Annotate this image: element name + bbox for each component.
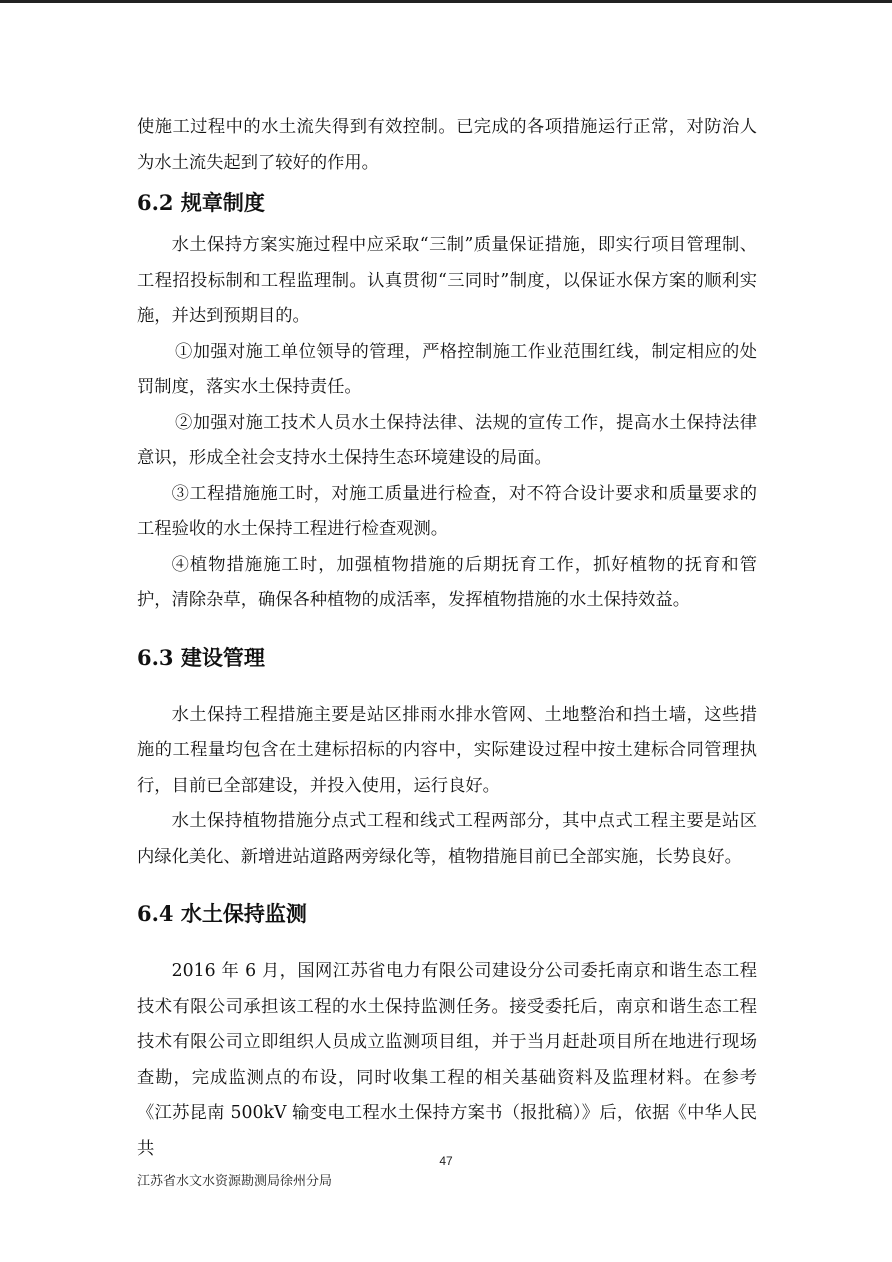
section-6-2-intro: 水土保持方案实施过程中应采取“三制”质量保证措施，即实行项目管理制、工程招投标制和工程监理制。认真贯彻“三同时”制度，以保证水保方案的顺利实施，并达到预期目的。 xyxy=(137,235,757,326)
document-body xyxy=(137,110,757,1167)
page-number: 47 xyxy=(439,1154,453,1168)
section-heading-6-4: 6.4 水土保持监测 xyxy=(137,901,307,926)
section-6-2-item-1: ①加强对施工单位领导的管理，严格控制施工作业范围红线，制定相应的处罚制度，落实水土保持责任。 xyxy=(137,341,757,397)
section-6-2-item-4: ④植物措施施工时，加强植物措施的后期抚育工作，抓好植物的抚育和管护，清除杂草，确保各种植物的成活率，发挥植物措施的水土保持效益。 xyxy=(137,554,757,610)
page-footer: 江苏省水文水资源勘测局徐州分局 xyxy=(137,1174,333,1189)
section-heading-6-3: 6.3 建设管理 xyxy=(137,644,265,670)
section-6-3-paragraph: 水土保持植物措施分点式工程和线式工程两部分，其中点式工程主要是站区内绿化美化、新增进站道路两旁绿化等，植物措施目前已全部实施，长势良好。 xyxy=(137,811,757,867)
section-heading-6-2: 6.2 规章制度 xyxy=(137,190,265,215)
continued-paragraph: 使施工过程中的水土流失得到有效控制。已完成的各项措施运行正常，对防治人为水土流失起到了较好的作用。 xyxy=(137,117,757,173)
section-6-4-paragraph: 2016 年 6 月，国网江苏省电力有限公司建设分公司委托南京和谐生态工程技术有限公司承担该工程的水土保持监测任务。接受委托后，南京和谐生态工程技术有限公司立即组织人员成立监测项目组，并于当月赶赴项目所在地进行现场查勘，完成监测点的布设，同时收集工程的相关基础资料及监理材料。在参考《江苏昆南 500kV 输变电工程水土保持方案书（报批稿）》后，依据《中华人民共 xyxy=(137,961,757,1159)
section-6-2-item-2: ②加强对施工技术人员水土保持法律、法规的宣传工作，提高水土保持法律意识，形成全社会支持水土保持生态环境建设的局面。 xyxy=(137,412,757,468)
section-6-2-item-3: ③工程措施施工时，对施工质量进行检查，对不符合设计要求和质量要求的工程验收的水土保持工程进行检查观测。 xyxy=(137,483,757,539)
page-top-border xyxy=(0,0,892,3)
section-6-3-paragraph: 水土保持工程措施主要是站区排雨水排水管网、土地整治和挡土墙，这些措施的工程量均包含在土建标招标的内容中，实际建设过程中按土建标合同管理执行，目前已全部建设，并投入使用，运行良好。 xyxy=(137,704,757,796)
